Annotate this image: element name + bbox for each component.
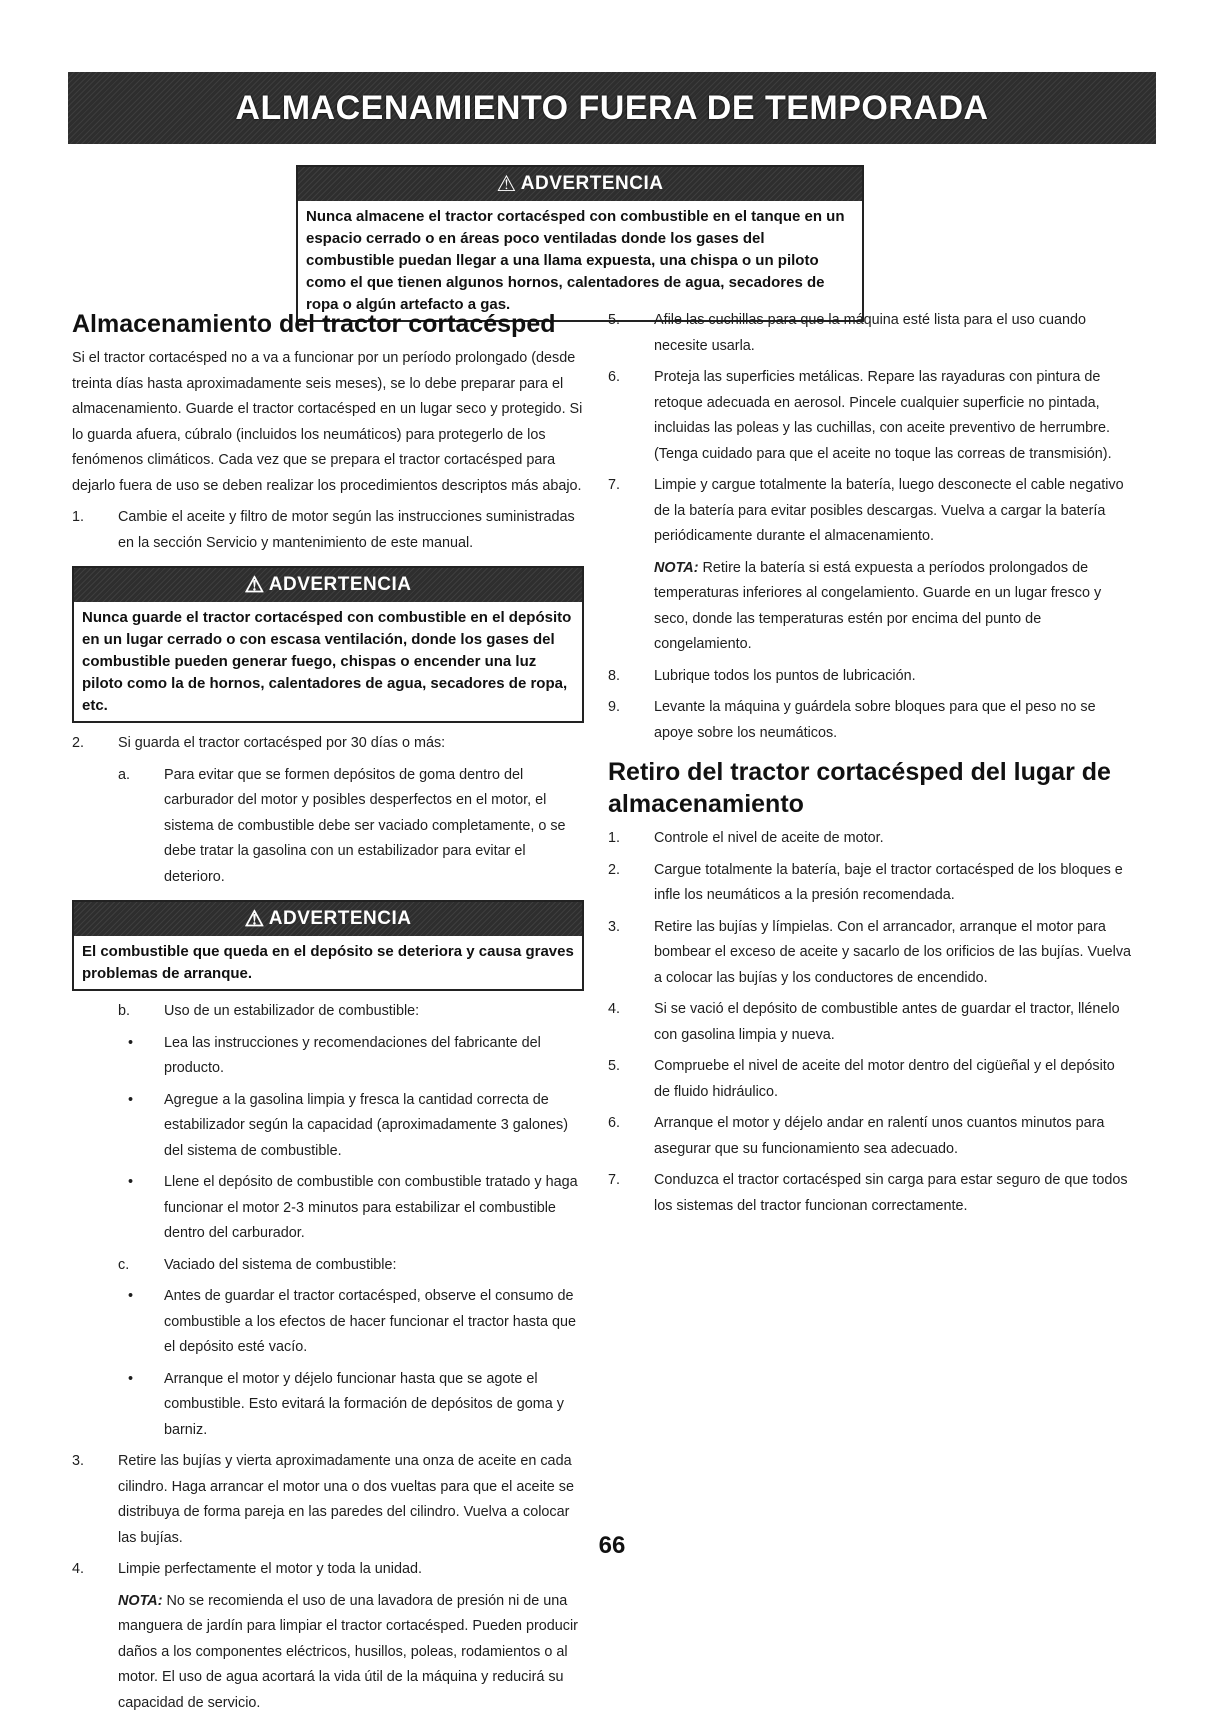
warning-text: El combustible que queda en el depósito se deteriora y causa graves problemas de arranque.	[74, 936, 582, 989]
warning-header	[74, 902, 582, 936]
item-number: 6.	[608, 1111, 654, 1162]
bullet: •	[118, 1088, 164, 1165]
note-label: NOTA:	[654, 560, 699, 576]
warning-text: Nunca guarde el tractor cortacésped con combustible en el depósito en un lugar cerrado o con escasa ventilación, donde los gases del combustible pueden generar fuego, chispas o encender una luz piloto como la de hornos, calentadores de agua, secadores de ropa, etc.	[74, 602, 582, 721]
bullet-text: Arranque el motor y déjelo funcionar hasta que se agote el combustible. Esto evitará la formación de depósitos de goma y barniz.	[164, 1367, 584, 1444]
item-number: 8.	[608, 664, 654, 690]
second-warning-box	[72, 566, 584, 723]
list-item	[608, 858, 1132, 909]
warning-header	[74, 568, 582, 602]
list-item	[72, 505, 584, 556]
item-text: Proteja las superficies metálicas. Repare las rayaduras con pintura de retoque adecuada en aerosol. Pincele cualquier superficie no pintada, incluidas las poleas y las cuchillas, con aceite preventivo de herrumbre. (Tenga cuidado para que el aceite no toque las correas de transmisión).	[654, 365, 1132, 467]
item-text: Limpie y cargue totalmente la batería, luego desconecte el cable negativo de la batería para evitar posibles descargas. Vuelva a cargar la batería periódicamente durante el almacenamiento.	[654, 473, 1132, 550]
list-item	[608, 308, 1132, 359]
sub-item-text: Para evitar que se formen depósitos de goma dentro del carburador del motor y posibles desperfectos en el motor, el sistema de combustible debe ser vaciado completamente, o se debe tratar la gasolina con un estabilizador para evitar el deterioro.	[164, 763, 584, 891]
sub-item	[72, 1253, 584, 1279]
list-item	[608, 1054, 1132, 1105]
bullet-text: Llene el depósito de combustible con combustible tratado y haga funcionar el motor 2-3 minutos para estabilizar el combustible dentro del carburador.	[164, 1170, 584, 1247]
bullet-text: Antes de guardar el tractor cortacésped, observe el consumo de combustible a los efectos de hacer funcionar el tractor hasta que el depósito esté vacío.	[164, 1284, 584, 1361]
item-text: Controle el nivel de aceite de motor.	[654, 826, 1132, 852]
top-warning-box	[296, 165, 864, 322]
left-column	[72, 308, 584, 1716]
list-item	[608, 473, 1132, 550]
item-text: Limpie perfectamente el motor y toda la unidad.	[118, 1557, 584, 1583]
item-number: 2.	[72, 731, 118, 757]
sub-item	[72, 763, 584, 891]
list-item	[608, 695, 1132, 746]
page-number: 66	[0, 1532, 1224, 1560]
item-number: 5.	[608, 308, 654, 359]
item-number: 3.	[608, 915, 654, 992]
item-number: 7.	[608, 473, 654, 550]
bullet-item	[72, 1284, 584, 1361]
item-text: Si se vació el depósito de combustible antes de guardar el tractor, llénelo con gasolina limpia y nueva.	[654, 997, 1132, 1048]
bullet-item	[72, 1367, 584, 1444]
storage-heading: Almacenamiento del tractor cortacésped	[72, 308, 584, 340]
item-text: Cambie el aceite y filtro de motor según las instrucciones suministradas en la sección Servicio y mantenimiento de este manual.	[118, 505, 584, 556]
bullet: •	[118, 1170, 164, 1247]
sub-item-text: Uso de un estabilizador de combustible:	[164, 999, 584, 1025]
warning-label: ADVERTENCIA	[269, 572, 412, 598]
third-warning-box	[72, 900, 584, 991]
item-number: 1.	[608, 826, 654, 852]
warning-header	[298, 167, 862, 201]
bullet-item	[72, 1170, 584, 1247]
bullet-item	[72, 1031, 584, 1082]
list-item	[72, 1557, 584, 1583]
item-text: Lubrique todos los puntos de lubricación.	[654, 664, 1132, 690]
list-item	[608, 365, 1132, 467]
item-text: Levante la máquina y guárdela sobre bloques para que el peso no se apoye sobre los neumáticos.	[654, 695, 1132, 746]
item-number: 6.	[608, 365, 654, 467]
item-text: Retire las bujías y límpielas. Con el arrancador, arranque el motor para bombear el exceso de aceite y sacarlo de los orificios de las bujías. Vuelva a colocar las bujías y los conductores de encendido.	[654, 915, 1132, 992]
sub-item-letter: c.	[118, 1253, 164, 1279]
item-text: Conduzca el tractor cortacésped sin carga para estar seguro de que todos los sistemas del tractor funcionan correctamente.	[654, 1168, 1132, 1219]
item-number: 1.	[72, 505, 118, 556]
bullet: •	[118, 1367, 164, 1444]
item-number: 3.	[72, 1449, 118, 1551]
warning-triangle-icon: ⚠	[245, 906, 265, 932]
list-item	[608, 915, 1132, 992]
note	[608, 556, 1132, 658]
note	[72, 1589, 584, 1716]
list-item	[608, 826, 1132, 852]
item-text: Arranque el motor y déjelo andar en ralentí unos cuantos minutos para asegurar que su funcionamiento sea adecuado.	[654, 1111, 1132, 1162]
warning-text: Nunca almacene el tractor cortacésped con combustible en el tanque en un espacio cerrado o en áreas poco ventiladas donde los gases del combustible puedan llegar a una llama expuesta, una chispa o un piloto como el que tienen algunos hornos, calentadores de agua, secadores de ropa o algún artefacto a gas.	[298, 201, 862, 320]
bullet-text: Lea las instrucciones y recomendaciones del fabricante del producto.	[164, 1031, 584, 1082]
list-item	[608, 664, 1132, 690]
sub-item-letter: a.	[118, 763, 164, 891]
sub-item-text: Vaciado del sistema de combustible:	[164, 1253, 584, 1279]
note-label: NOTA:	[118, 1593, 163, 1609]
list-item	[72, 731, 584, 757]
item-number: 5.	[608, 1054, 654, 1105]
item-text: Retire las bujías y vierta aproximadamente una onza de aceite en cada cilindro. Haga arrancar el motor una o dos vueltas para que el aceite se distribuya de forma pareja en las paredes del cilindro. Vuelva a colocar las bujías.	[118, 1449, 584, 1551]
bullet-item	[72, 1088, 584, 1165]
item-text: Cargue totalmente la batería, baje el tractor cortacésped de los bloques e infle los neumáticos a la presión recomendada.	[654, 858, 1132, 909]
section-title: ALMACENAMIENTO FUERA DE TEMPORADA	[235, 89, 988, 128]
retrieval-heading: Retiro del tractor cortacésped del lugar de almacenamiento	[608, 756, 1132, 820]
bullet: •	[118, 1031, 164, 1082]
section-banner	[68, 72, 1156, 144]
sub-item	[72, 999, 584, 1025]
storage-intro: Si el tractor cortacésped no a va a funcionar por un período prolongado (desde treinta días hasta aproximadamente seis meses), se lo debe preparar para el almacenamiento. Guarde el tractor cortacésped en un lugar seco y protegido. Si lo guarda afuera, cúbralo (incluidos los neumáticos) para protegerlo de los fenómenos climáticos. Cada vez que se prepara el tractor cortacésped para dejarlo fuera de uso se deben realizar los procedimientos descriptos más abajo.	[72, 346, 584, 499]
warning-triangle-icon: ⚠	[245, 572, 265, 598]
list-item	[608, 1168, 1132, 1219]
list-item	[608, 1111, 1132, 1162]
note-text: Retire la batería si está expuesta a períodos prolongados de temperaturas inferiores al congelamiento. Guarde en un lugar fresco y seco, donde las temperaturas estén por encima del punto de congelamiento.	[654, 560, 1101, 653]
item-number: 9.	[608, 695, 654, 746]
warning-label: ADVERTENCIA	[269, 906, 412, 932]
list-item	[608, 997, 1132, 1048]
warning-label: ADVERTENCIA	[521, 173, 664, 195]
item-number: 7.	[608, 1168, 654, 1219]
item-number: 4.	[72, 1557, 118, 1583]
item-text: Si guarda el tractor cortacésped por 30 días o más:	[118, 731, 584, 757]
right-column	[608, 308, 1132, 1219]
item-text: Compruebe el nivel de aceite del motor dentro del cigüeñal y el depósito de fluido hidráulico.	[654, 1054, 1132, 1105]
bullet-text: Agregue a la gasolina limpia y fresca la cantidad correcta de estabilizador según la capacidad (aproximadamente 3 galones) del sistema de combustible.	[164, 1088, 584, 1165]
bullet: •	[118, 1284, 164, 1361]
item-number: 4.	[608, 997, 654, 1048]
item-number: 2.	[608, 858, 654, 909]
note-text: No se recomienda el uso de una lavadora de presión ni de una manguera de jardín para limpiar el tractor cortacésped. Pueden producir daños a los componentes eléctricos, husillos, poleas, rodamientos o al motor. El uso de agua acortará la vida útil de la máquina y reducirá su capacidad de servicio.	[118, 1593, 578, 1711]
sub-item-letter: b.	[118, 999, 164, 1025]
item-text: Afile las cuchillas para que la máquina esté lista para el uso cuando necesite usarla.	[654, 308, 1132, 359]
warning-triangle-icon: ⚠	[497, 171, 517, 197]
